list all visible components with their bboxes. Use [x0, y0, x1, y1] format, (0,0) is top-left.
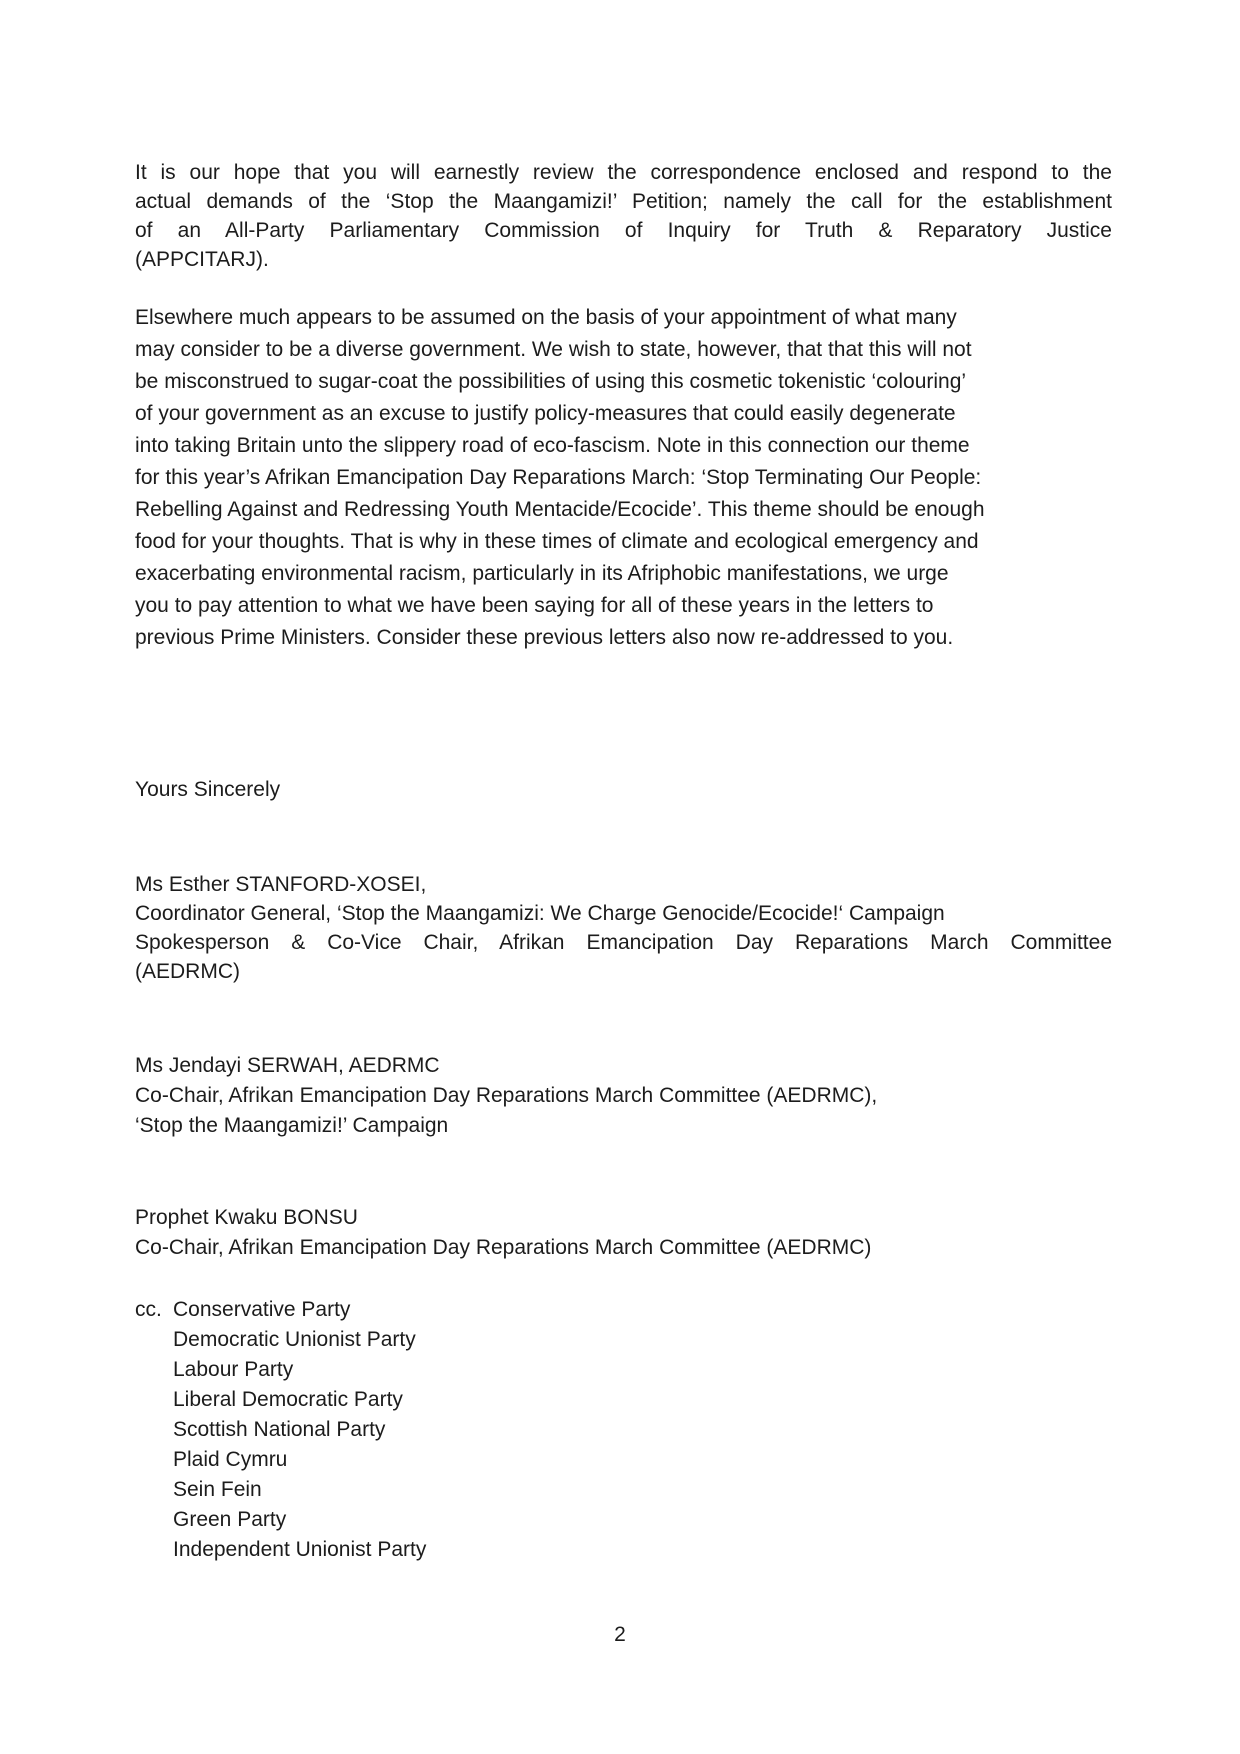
- text-line: Sein Fein: [173, 1478, 262, 1501]
- cc-label: cc.: [135, 1298, 162, 1321]
- text-line: Green Party: [173, 1508, 287, 1531]
- text-line: (AEDRMC): [135, 960, 240, 983]
- text-line: Co-Chair, Afrikan Emancipation Day Reparations March Committee (AEDRMC): [135, 1236, 872, 1259]
- signature-esther: [135, 870, 1112, 986]
- text-line: It is our hope that you will earnestly review the correspondence enclosed and respond to the: [135, 161, 1112, 184]
- text-line: Liberal Democratic Party: [173, 1388, 403, 1411]
- cc-list: [173, 1295, 1112, 1565]
- closing-salutation: Yours Sincerely: [135, 778, 281, 801]
- paragraph-2: [135, 302, 1112, 654]
- text-line: ‘Stop the Maangamizi!’ Campaign: [135, 1114, 449, 1137]
- text-line: Rebelling Against and Redressing Youth Mentacide/Ecocide’. This theme should be enough: [135, 498, 985, 521]
- signature-jendayi: [135, 1051, 1112, 1141]
- text-line: Independent Unionist Party: [173, 1538, 427, 1561]
- text-line: (APPCITARJ).: [135, 248, 269, 271]
- text-line: of your government as an excuse to justify policy-measures that could easily degenerate: [135, 402, 956, 425]
- text-line: Coordinator General, ‘Stop the Maangamizi: We Charge Genocide/Ecocide!‘ Campaign: [135, 902, 945, 925]
- text-line: Spokesperson & Co-Vice Chair, Afrikan Emancipation Day Reparations March Committee: [135, 931, 1112, 954]
- text-line: Plaid Cymru: [173, 1448, 288, 1471]
- text-line: Prophet Kwaku BONSU: [135, 1206, 358, 1229]
- text-line: into taking Britain unto the slippery road of eco-fascism. Note in this connection our theme: [135, 434, 970, 457]
- text-line: Democratic Unionist Party: [173, 1328, 416, 1351]
- text-line: Scottish National Party: [173, 1418, 386, 1441]
- text-line: previous Prime Ministers. Consider these previous letters also now re-addressed to you.: [135, 626, 954, 649]
- text-line: be misconstrued to sugar-coat the possibilities of using this cosmetic tokenistic ‘colouring’: [135, 370, 967, 393]
- text-line: Conservative Party: [173, 1298, 351, 1321]
- text-line: actual demands of the ‘Stop the Maangamizi!’ Petition; namely the call for the establishment: [135, 190, 1112, 213]
- text-line: exacerbating environmental racism, particularly in its Afriphobic manifestations, we urge: [135, 562, 949, 585]
- text-line: Elsewhere much appears to be assumed on the basis of your appointment of what many: [135, 306, 957, 329]
- cc-section: [135, 1295, 1112, 1565]
- text-line: may consider to be a diverse government. We wish to state, however, that that this will not: [135, 338, 972, 361]
- signature-bonsu: [135, 1203, 1112, 1263]
- page-number: 2: [614, 1623, 626, 1646]
- text-line: Labour Party: [173, 1358, 294, 1381]
- text-line: you to pay attention to what we have been saying for all of these years in the letters to: [135, 594, 934, 617]
- text-line: Ms Jendayi SERWAH, AEDRMC: [135, 1054, 440, 1077]
- paragraph-1: [135, 158, 1112, 274]
- text-line: for this year’s Afrikan Emancipation Day Reparations March: ‘Stop Terminating Our People:: [135, 466, 982, 489]
- text-line: Ms Esther STANFORD-XOSEI,: [135, 873, 427, 896]
- text-line: Co-Chair, Afrikan Emancipation Day Reparations March Committee (AEDRMC),: [135, 1084, 878, 1107]
- text-line: of an All-Party Parliamentary Commission of Inquiry for Truth & Reparatory Justice: [135, 219, 1112, 242]
- text-line: food for your thoughts. That is why in these times of climate and ecological emergency and: [135, 530, 979, 553]
